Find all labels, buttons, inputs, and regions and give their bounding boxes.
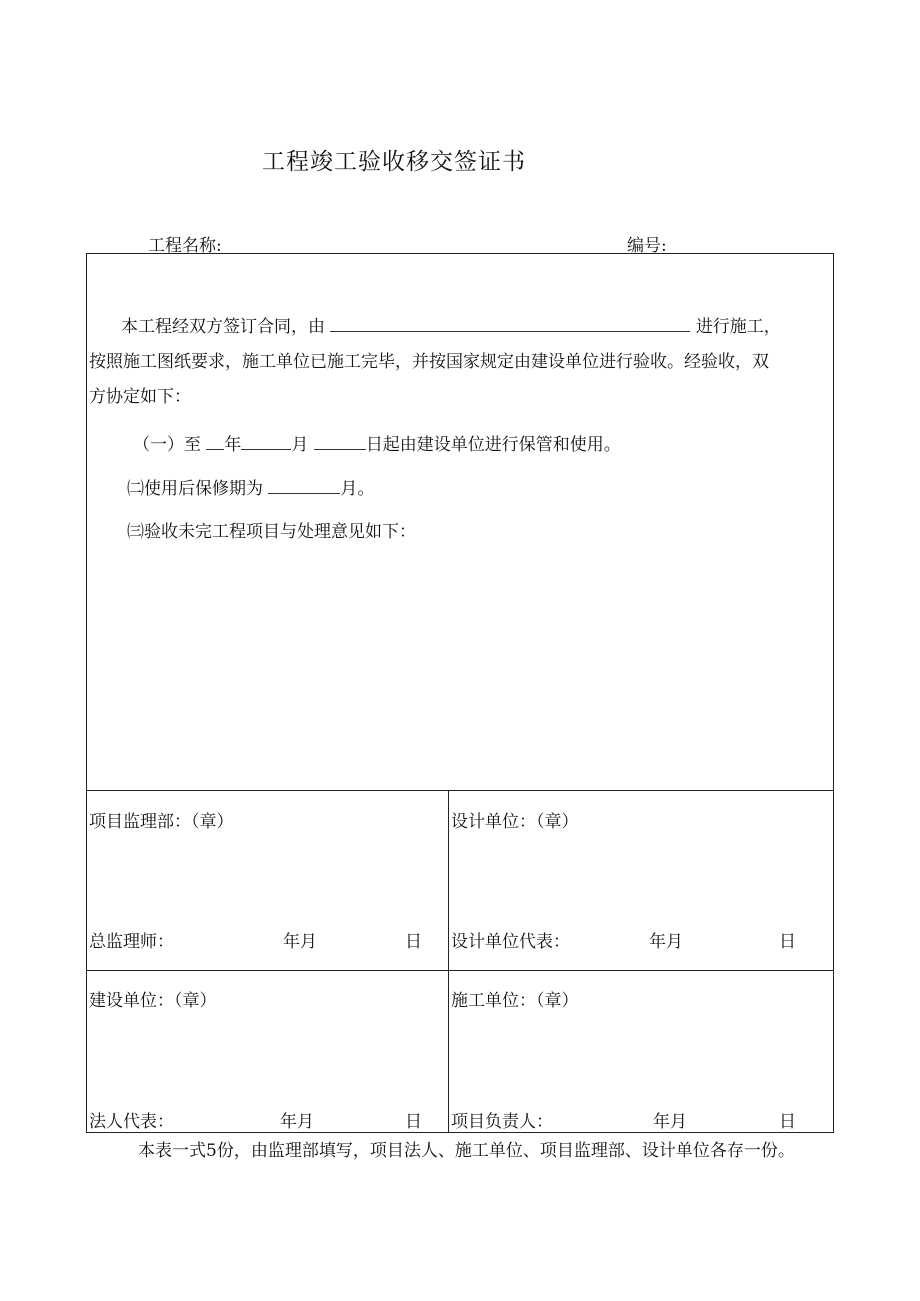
- chief-supervisor-label: 总监理师：: [89, 932, 174, 952]
- contractor-blank[interactable]: [330, 314, 690, 332]
- project-name-label: 工程名称:: [148, 236, 222, 256]
- day-label: 日: [405, 932, 422, 952]
- day-label: 日: [405, 1112, 422, 1132]
- page-title: 工程竣工验收移交签证书: [262, 149, 526, 175]
- contractor-label: 施工单位：（章）: [451, 991, 579, 1011]
- year-month-label: 年月: [649, 932, 683, 952]
- day-label: 日: [779, 1112, 796, 1132]
- design-rep-label: 设计单位代表：: [451, 932, 570, 952]
- item-2: ㈡使用后保修期为 月。: [127, 476, 374, 500]
- footer-note: 本表一式5份，由监理部填写，项目法人、施工单位、项目监理部、设计单位各存一份。: [138, 1141, 795, 1161]
- agreement-line-3: 方协定如下：: [89, 387, 191, 407]
- month-blank[interactable]: [241, 432, 291, 450]
- year-blank[interactable]: [206, 432, 224, 450]
- day-label: 日: [779, 932, 796, 952]
- divider: [87, 970, 833, 971]
- item-3: ㈢验收未完工程项目与处理意见如下：: [127, 522, 416, 542]
- agreement-line-1: 本工程经双方签订合同，由 进行施工，: [121, 314, 781, 338]
- year-month-label: 年月: [653, 1112, 687, 1132]
- legal-rep-label: 法人代表：: [89, 1112, 174, 1132]
- warranty-blank[interactable]: [268, 476, 340, 494]
- owner-label: 建设单位：（章）: [89, 991, 217, 1011]
- day-blank[interactable]: [314, 432, 366, 450]
- item-1: （一）至 年 月 日起由建设单位进行保管和使用。: [133, 432, 621, 456]
- year-month-label: 年月: [283, 932, 317, 952]
- project-manager-label: 项目负责人：: [451, 1112, 553, 1132]
- year-month-label: 年月: [280, 1112, 314, 1132]
- supervision-label: 项目监理部：（章）: [89, 812, 234, 832]
- design-unit-label: 设计单位：（章）: [451, 812, 579, 832]
- divider: [87, 790, 833, 791]
- number-label: 编号:: [627, 236, 667, 256]
- column-divider: [448, 790, 449, 1132]
- agreement-line-2: 按照施工图纸要求，施工单位已施工完毕，并按国家规定由建设单位进行验收。经验收，双: [89, 352, 769, 372]
- form-table: [86, 253, 834, 1133]
